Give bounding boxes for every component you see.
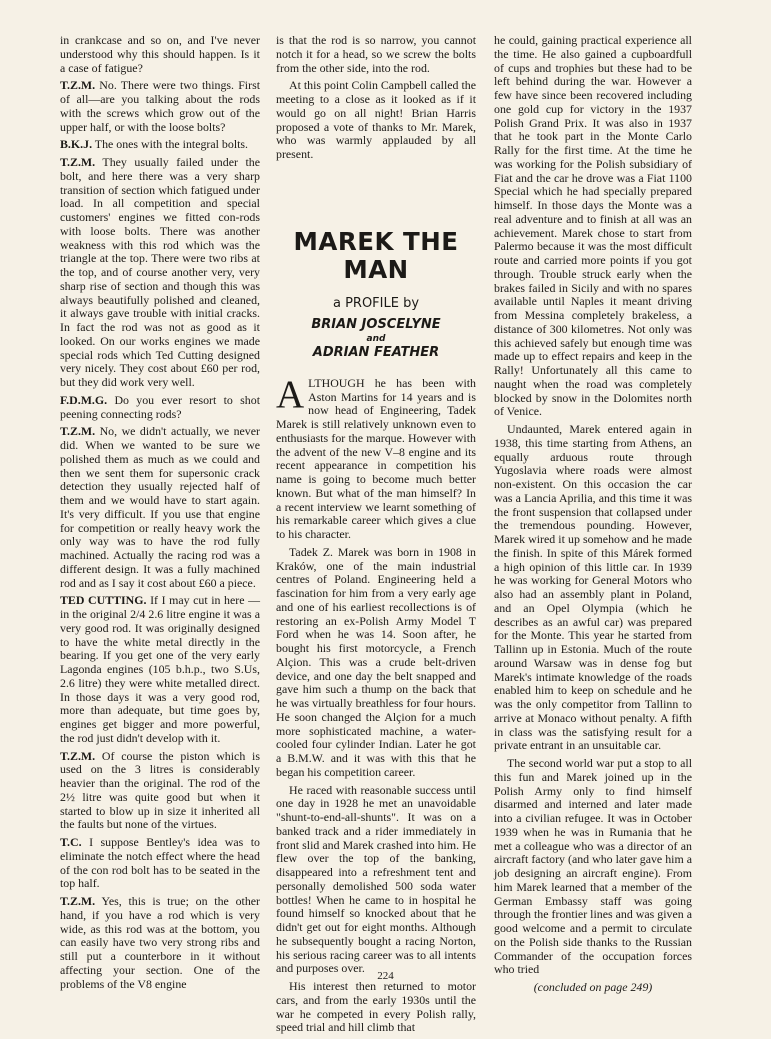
paragraph: Tadek Z. Marek was born in 1908 in Kraków, one of the main industrial centres of Poland. Engineering held a fascination for him from a very early age and one of his earliest recollections is of restoring an ex-Polish Army Model T Ford when he was 14. Soon after, he bought his first motorcycle, a French Alçion. This was a crude belt-driven device, and one day the belt snapped and gave him such a thump on the back that he was virtually breathless for four hours. He soon changed the Alçion for a much more sophisticated machine, a water-cooled four cylinder Indian. Later he got a B.M.W. and it was with this that he began his competition career. bbox=[276, 544, 476, 779]
speaker: T.Z.M. bbox=[60, 78, 96, 93]
profile-line: a PROFILE by bbox=[332, 295, 420, 311]
author-name: ADRIAN FEATHER bbox=[312, 344, 440, 360]
column-3 bbox=[494, 34, 692, 995]
paragraph-text: They usually failed under the bolt, and here there was a very sharp transition of section which fatigued under load. In all competition and special customers' engines we fitted con-rods with loose bolts. There was another weakness with this rod which was the triangle at the top. There were two ribs at the top, and of course another very, very sharp rise of section and though this was always beautifully polished and cleaned, it always gave trouble with initial cracks. In fact the rod was not as good as it looked. On our works engines we made special rods which Ted Cutting designed very nicely. They cost about £60 per rod, but they did work very well. bbox=[60, 155, 260, 389]
paragraph: He raced with reasonable success until one day in 1928 he met an unavoidable "shunt-to-end-all-shunts". It was on a banked track and a rider immediately in front slid and Marek crashed into him. He flew over the top of the banking, disappeared into a refreshment tent and personally demolished 500 soda water bottles! When he came to in hospital he found himself so knocked about that he didn't get out for eight months. Although he subsequently bought a racing Norton, his serious racing career was to all intents and purposes over. bbox=[276, 782, 476, 976]
byline bbox=[276, 296, 476, 361]
speaker: T.Z.M. bbox=[60, 424, 96, 439]
paragraph-text: If I may cut in here — in the original 2/4 2.6 litre engine it was a very good rod. It was originally designed to have the white metal directly in the bearing. If you get one of the very early Lagonda engines (105 b.h.p., two S.Us, 2.6 litre) they were white metalled direct. In those days it was a very good rod, more than adequate, but time goes by, engines get bigger and more powerful, the rod just didn't develop with it. bbox=[60, 593, 260, 745]
paragraph bbox=[60, 79, 260, 134]
speaker: T.Z.M. bbox=[60, 894, 96, 908]
paragraph: Undaunted, Marek entered again in 1938, this time starting from Athens, an equally arduous route through Yugoslavia where roads were almost non-existent. On this occasion the car was a Lancia Aprilia, and this time it was the front suspension that collapsed under the tremendous pounding. However, Marek wired it up somehow and he made the finish. In spite of this Márek formed a high opinion of this little car. In 1939 he was working for General Motors who also had an assembly plant in Poland, and an Opel Olympia (which he describes as an awful car) was prepared for the Monte. This year he started from Tallinn up in Estonia. Much of the route around Warsaw was in dense fog but Marek's intimate knowledge of the roads enabled him to keep on schedule and he was the only competitor from Tallinn to arrive at Monaco without penalty. A fifth in class was the satisfying result for a private entrant in an unsuitable car. bbox=[494, 422, 692, 753]
paragraph: His interest then returned to motor cars, and from the early 1930s until the war he competed in every Polish rally, speed trial and hill climb that bbox=[276, 979, 476, 1035]
paragraph: he could, gaining practical experience all the time. He also gained a cupboardfull of cups and trophies but these had to be left behind during the war. However a few have since been recovered including one gold cup for victory in the 1937 Polish Grand Prix. It was also in 1937 that he took part in the Monte Carlo Rally for the first time. At the time he was working for the Polish subsidiary of Fiat and the car he drove was a Fiat 1100 Special which he had specially prepared himself. In those days the Monte was a real adventure and to finish at all was an achievement. Marek chose to start from Palermo because it was the most difficult route and carried more points if you got through. Trouble struck early when the brakes failed in Sicily and with no spares available until Naples it meant driving from Messina completely brakeless, a distance of 300 kilometres. Not only was this achieved safely but enough time was made up to effect repairs and keep in the Rally! Unfortunately all this came to naught when the road was completely blocked by snow in the Dolomites north of Venice. bbox=[494, 33, 692, 419]
paragraph bbox=[60, 34, 260, 75]
paragraph-text: Of course the piston which is used on the 3 litres is considerably heavier than the original. The rod of the 2½ litre was quite good but when it started to blow up in size it inherited all the faults but none of the virtues. bbox=[60, 748, 260, 832]
paragraph-text: Do you ever resort to shot peening connecting rods? bbox=[60, 392, 260, 421]
author-name: BRIAN JOSCELYNE bbox=[311, 316, 441, 332]
page-number: 224 bbox=[377, 970, 394, 982]
paragraph-text: Yes, this is true; on the other hand, if you have a rod which is very wide, as this rod was at the bottom, you can easily have two very strong ribs and still put a counterbore in it without affecting your section. One of the problems of the V8 engine bbox=[60, 894, 260, 991]
speaker: T.Z.M. bbox=[60, 748, 96, 763]
speaker: B.K.J. bbox=[60, 137, 93, 152]
paragraph bbox=[60, 425, 260, 590]
paragraph: The second world war put a stop to all this fun and Marek joined up in the Polish Army only to find himself disarmed and interned and later made into a civilian refugee. It was in October 1939 when he was in Rumania that he met a colleague who was a director of an aircraft factory (and who later gave him a job designing an aircraft engine). From him Marek learned that a member of the German Embassy staff was going through the frontier lines and was given a good welcome and a permit to circulate on the Polish side thanks to the Russian Commander of the occupation forces who tried bbox=[494, 756, 692, 977]
paragraph-text: The ones with the integral bolts. bbox=[92, 137, 249, 152]
paragraph bbox=[60, 750, 260, 833]
article-title: MAREK THE MAN bbox=[293, 226, 459, 284]
speaker: T.Z.M. bbox=[60, 155, 96, 169]
paragraph bbox=[60, 138, 260, 152]
speaker: F.D.M.G. bbox=[60, 392, 108, 407]
paragraph bbox=[60, 594, 260, 745]
paragraph bbox=[60, 836, 260, 891]
drop-cap: A bbox=[276, 372, 305, 416]
paragraph bbox=[60, 156, 260, 390]
paragraph-text: in crankcase and so on, and I've never understood why this should happen. Is it a case of fatigue? bbox=[60, 33, 260, 75]
paragraph-text: LTHOUGH he has been with Aston Martins for 14 years and is now head of Engineering, Tadek Marek is still relatively unknown even to enthusiasts for the marque. However with the advent of the new V–8 engine and its recent appearance in competition his name is going to become much better known. But what of the man himself? In a recent interview we learnt something of his remarkable career which gives a clue to his character. bbox=[276, 375, 476, 541]
paragraph-text: No. There were two things. First of all—are you talking about the rods with the screws which grow out of the upper half, or with the loose bolts? bbox=[60, 78, 260, 134]
paragraph bbox=[60, 394, 260, 422]
paragraph-text: No, we didn't actually, we never did. When we wanted to be sure we polished them as much as we could and then we sent them for supersonic crack detection they usually rejected half of them and we would have to start again. It's very difficult. If you use that engine for competition or really heavy work the only way was to have the rod fully machined. Actually the racing rod was a different design. It was a fully machined rod and as I say it cost about £60 a piece. bbox=[60, 424, 260, 590]
continuation-note: (concluded on page 249) bbox=[533, 980, 653, 994]
byline-and: and bbox=[366, 333, 386, 344]
paragraph-text: I suppose Bentley's idea was to eliminate the notch effect where the head of the con rod bolt has to be seated in the top half. bbox=[60, 835, 260, 891]
column-2 bbox=[276, 34, 476, 1039]
lead-paragraph bbox=[276, 372, 476, 542]
paragraph: At this point Colin Campbell called the meeting to a close as it looked as if it would go on all night! Brian Harris proposed a vote of thanks to Mr. Marek, who was warmly applauded by all present. bbox=[276, 78, 476, 161]
paragraph: is that the rod is so narrow, you cannot notch it for a head, so we screw the bolts from the other side, into the rod. bbox=[276, 33, 476, 75]
speaker: T.C. bbox=[60, 835, 82, 849]
column-1 bbox=[60, 34, 260, 995]
speaker: TED CUTTING. bbox=[60, 593, 147, 608]
